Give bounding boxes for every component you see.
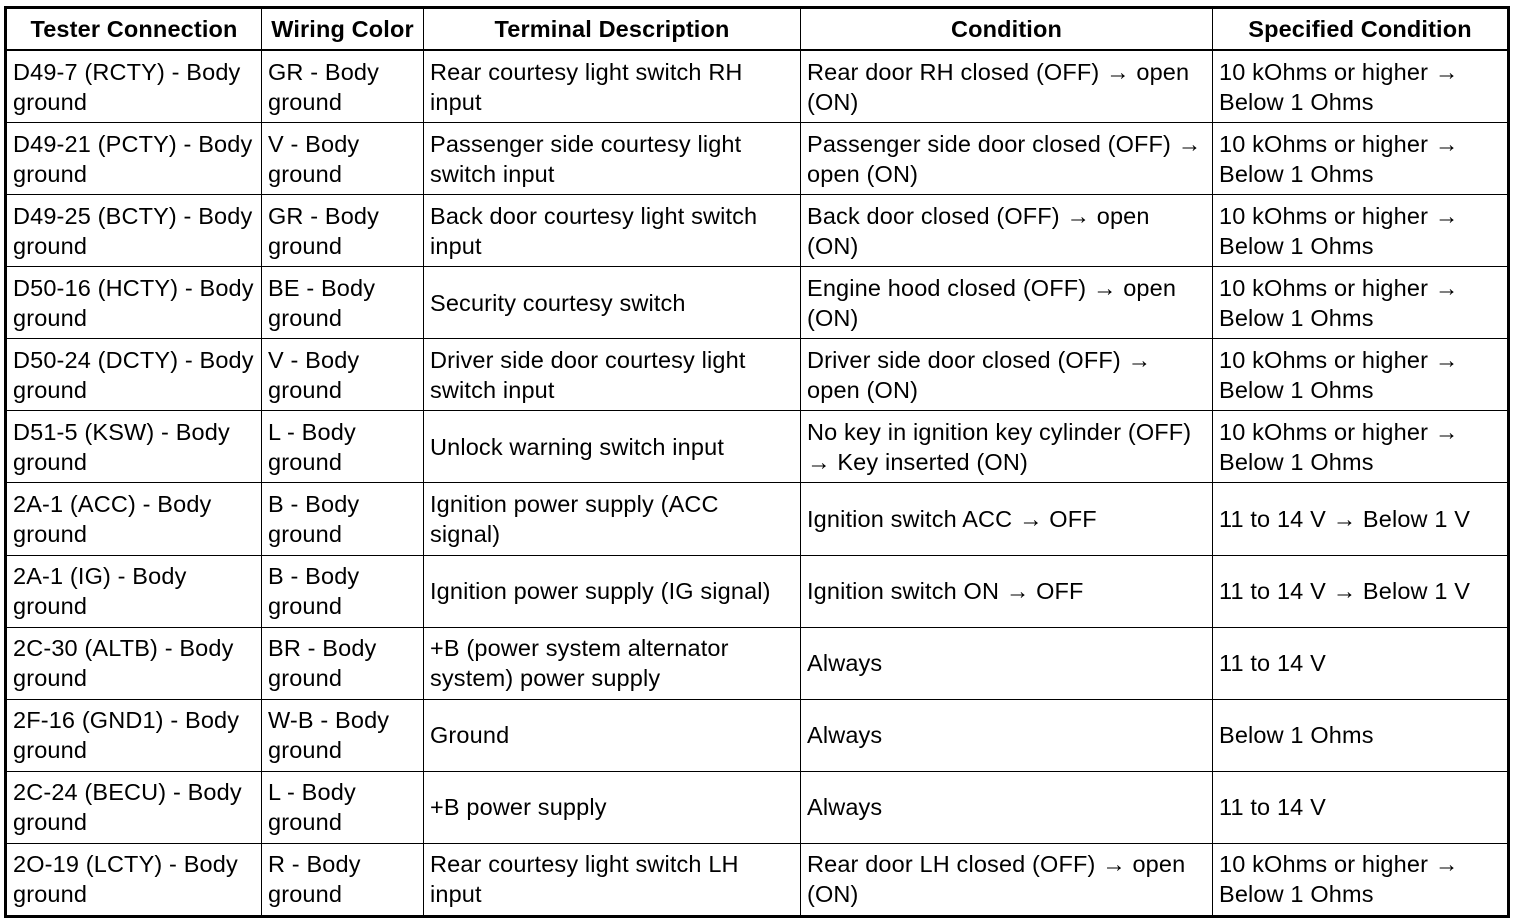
condition-cell: No key in ignition key cylinder (OFF) → Key inserted (ON) bbox=[801, 411, 1213, 483]
table-header-row bbox=[6, 8, 1509, 51]
table-row bbox=[6, 267, 1509, 339]
wiring-color-cell: V - Body ground bbox=[262, 339, 424, 411]
condition-cell: Rear door LH closed (OFF) → open (ON) bbox=[801, 843, 1213, 916]
condition-cell: Ignition switch ACC → OFF bbox=[801, 483, 1213, 555]
tester-connection-cell: 2F-16 (GND1) - Body ground bbox=[6, 699, 262, 771]
terminal-description-cell: Driver side door courtesy light switch input bbox=[424, 339, 801, 411]
header-terminal-description: Terminal Description bbox=[424, 8, 801, 51]
specified-condition-cell: 10 kOhms or higher → Below 1 Ohms bbox=[1213, 50, 1509, 123]
header-condition: Condition bbox=[801, 8, 1213, 51]
condition-cell: Back door closed (OFF) → open (ON) bbox=[801, 195, 1213, 267]
specified-condition-cell: 11 to 14 V bbox=[1213, 771, 1509, 843]
tester-connection-cell: D49-7 (RCTY) - Body ground bbox=[6, 50, 262, 123]
terminal-description-cell: Passenger side courtesy light switch input bbox=[424, 123, 801, 195]
table-row bbox=[6, 843, 1509, 916]
condition-cell: Ignition switch ON → OFF bbox=[801, 555, 1213, 627]
table-body bbox=[6, 50, 1509, 917]
specified-condition-cell: 10 kOhms or higher → Below 1 Ohms bbox=[1213, 267, 1509, 339]
table-row bbox=[6, 50, 1509, 123]
specified-condition-cell: 10 kOhms or higher → Below 1 Ohms bbox=[1213, 123, 1509, 195]
table-row bbox=[6, 771, 1509, 843]
header-specified-condition: Specified Condition bbox=[1213, 8, 1509, 51]
table-row bbox=[6, 411, 1509, 483]
condition-cell: Always bbox=[801, 699, 1213, 771]
specified-condition-cell: 10 kOhms or higher → Below 1 Ohms bbox=[1213, 339, 1509, 411]
terminal-description-cell: +B power supply bbox=[424, 771, 801, 843]
tester-connection-cell: D50-16 (HCTY) - Body ground bbox=[6, 267, 262, 339]
terminal-description-cell: Rear courtesy light switch LH input bbox=[424, 843, 801, 916]
wiring-color-cell: B - Body ground bbox=[262, 555, 424, 627]
terminal-description-cell: Unlock warning switch input bbox=[424, 411, 801, 483]
specified-condition-cell: 10 kOhms or higher → Below 1 Ohms bbox=[1213, 843, 1509, 916]
specified-condition-cell: Below 1 Ohms bbox=[1213, 699, 1509, 771]
specified-condition-cell: 11 to 14 V bbox=[1213, 627, 1509, 699]
table-row bbox=[6, 483, 1509, 555]
specified-condition-cell: 11 to 14 V → Below 1 V bbox=[1213, 555, 1509, 627]
condition-cell: Engine hood closed (OFF) → open (ON) bbox=[801, 267, 1213, 339]
terminal-description-cell: Ground bbox=[424, 699, 801, 771]
tester-connection-cell: 2C-30 (ALTB) - Body ground bbox=[6, 627, 262, 699]
wiring-color-cell: R - Body ground bbox=[262, 843, 424, 916]
condition-cell: Driver side door closed (OFF) → open (ON) bbox=[801, 339, 1213, 411]
table-row bbox=[6, 123, 1509, 195]
tester-connection-cell: D49-25 (BCTY) - Body ground bbox=[6, 195, 262, 267]
wiring-color-cell: BE - Body ground bbox=[262, 267, 424, 339]
specified-condition-cell: 10 kOhms or higher → Below 1 Ohms bbox=[1213, 195, 1509, 267]
tester-connection-cell: D49-21 (PCTY) - Body ground bbox=[6, 123, 262, 195]
wiring-color-cell: W-B - Body ground bbox=[262, 699, 424, 771]
terminal-inspection-table-container bbox=[4, 6, 1507, 918]
header-wiring-color: Wiring Color bbox=[262, 8, 424, 51]
tester-connection-cell: 2C-24 (BECU) - Body ground bbox=[6, 771, 262, 843]
wiring-color-cell: GR - Body ground bbox=[262, 50, 424, 123]
terminal-description-cell: Rear courtesy light switch RH input bbox=[424, 50, 801, 123]
wiring-color-cell: L - Body ground bbox=[262, 411, 424, 483]
table-row bbox=[6, 699, 1509, 771]
tester-connection-cell: 2A-1 (IG) - Body ground bbox=[6, 555, 262, 627]
terminal-description-cell: Ignition power supply (IG signal) bbox=[424, 555, 801, 627]
terminal-inspection-table bbox=[4, 6, 1510, 918]
wiring-color-cell: V - Body ground bbox=[262, 123, 424, 195]
condition-cell: Always bbox=[801, 627, 1213, 699]
condition-cell: Passenger side door closed (OFF) → open (ON) bbox=[801, 123, 1213, 195]
wiring-color-cell: L - Body ground bbox=[262, 771, 424, 843]
table-row bbox=[6, 555, 1509, 627]
table-row bbox=[6, 339, 1509, 411]
tester-connection-cell: 2A-1 (ACC) - Body ground bbox=[6, 483, 262, 555]
specified-condition-cell: 11 to 14 V → Below 1 V bbox=[1213, 483, 1509, 555]
tester-connection-cell: D50-24 (DCTY) - Body ground bbox=[6, 339, 262, 411]
table-row bbox=[6, 627, 1509, 699]
condition-cell: Always bbox=[801, 771, 1213, 843]
header-tester-connection: Tester Connection bbox=[6, 8, 262, 51]
tester-connection-cell: 2O-19 (LCTY) - Body ground bbox=[6, 843, 262, 916]
terminal-description-cell: Back door courtesy light switch input bbox=[424, 195, 801, 267]
wiring-color-cell: BR - Body ground bbox=[262, 627, 424, 699]
wiring-color-cell: B - Body ground bbox=[262, 483, 424, 555]
specified-condition-cell: 10 kOhms or higher → Below 1 Ohms bbox=[1213, 411, 1509, 483]
terminal-description-cell: Security courtesy switch bbox=[424, 267, 801, 339]
condition-cell: Rear door RH closed (OFF) → open (ON) bbox=[801, 50, 1213, 123]
wiring-color-cell: GR - Body ground bbox=[262, 195, 424, 267]
terminal-description-cell: +B (power system alternator system) power supply bbox=[424, 627, 801, 699]
table-row bbox=[6, 195, 1509, 267]
terminal-description-cell: Ignition power supply (ACC signal) bbox=[424, 483, 801, 555]
tester-connection-cell: D51-5 (KSW) - Body ground bbox=[6, 411, 262, 483]
